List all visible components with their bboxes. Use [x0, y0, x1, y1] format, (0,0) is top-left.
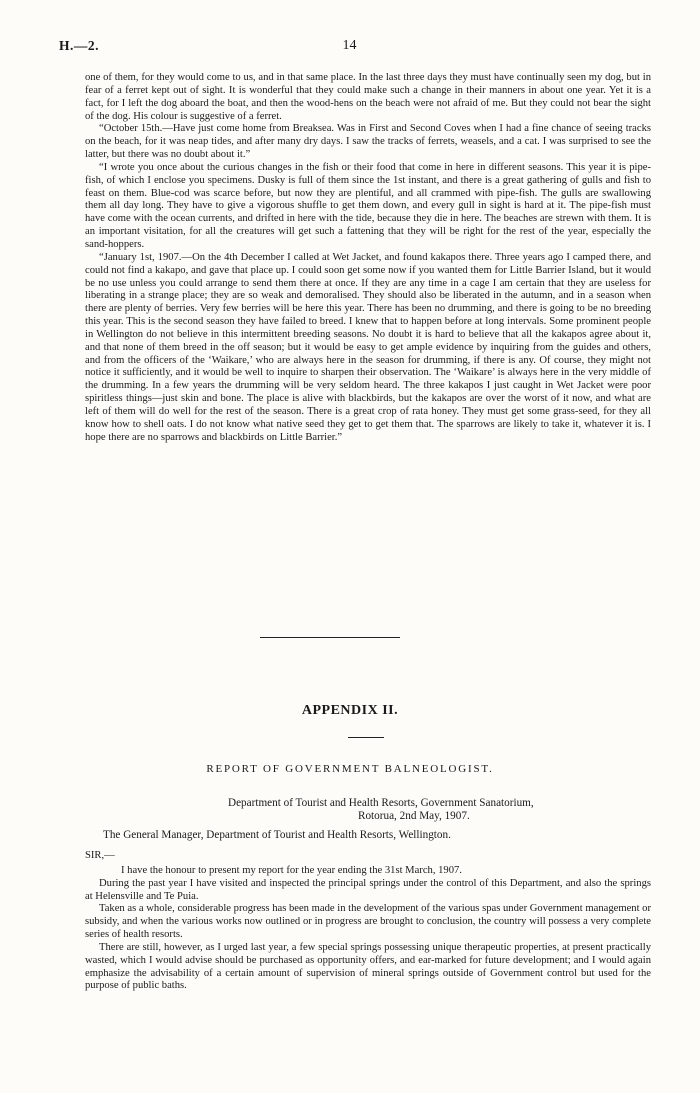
letter-continuation	[85, 72, 651, 444]
appendix-title: APPENDIX II.	[301, 703, 399, 718]
letter-paragraph: “October 15th.—Have just come home from Breaksea. Was in First and Second Coves when I had a fine chance of seeing tracks on the beach, for it was neap tides, and after many dry days. I saw the tracks of ferrets, weasels, and a cat. I was surprised to see the latter, but there was no doubt about it.”	[85, 123, 651, 161]
document-reference: H.—2.	[59, 38, 100, 53]
department-address	[0, 797, 700, 823]
date-line: Rotorua, 2nd May, 1907.	[358, 810, 470, 822]
department-line: Department of Tourist and Health Resorts, Government Sanatorium,	[228, 797, 534, 809]
salutation: SIR,—	[85, 850, 115, 861]
report-paragraph: During the past year I have visited and inspected the principal springs under the control of this Department, and also the springs at Helensville and Te Puia.	[85, 877, 651, 902]
report-body	[85, 850, 651, 993]
page-header	[59, 38, 640, 58]
report-title: REPORT OF GOVERNMENT BALNEOLOGIST.	[206, 763, 494, 775]
title-rule	[348, 737, 384, 738]
page-number: 14	[342, 38, 357, 53]
report-paragraph: I have the honour to present my report for the year ending the 31st March, 1907.	[121, 864, 462, 876]
report-paragraph: Taken as a whole, considerable progress has been made in the development of the various spas under Government management or subsidy, and when the various works now outlined or in progress are brought to conclusion, the country will possess a very complete series of health resorts.	[85, 903, 651, 941]
letter-paragraph: “January 1st, 1907.—On the 4th December I called at Wet Jacket, and found kakapos there. Three years ago I camped there, and could not find a kakapo, and gave that place up. I could soon get some now if you wanted them for Little Barrier Island, but it would be no use unless you could arrange to send them there at once. If they are any time in a cage I am certain that they are useless for liberating in a strange place; they are so weak and demoralised. They should also be liberated in the autumn, and in a season when there are plenty of berries. Very few berries will be here this year. There has been no drumming, and there is going to be no breeding this year. This is the second season they have failed to breed. I knew that to happen before at long intervals. Some prominent people in Wellington do not believe in this intermittent breeding seasons. No doubt it is hard to believe that all the kakapos agree about it, and that none of them breed in the off season; but it would be easy to get ample evidence by inquiring from the guides and others, and from the officers of the ‘Waikare,’ who are always here in the season for drumming, if there is any. Of course, they might not notice it sufficiently, and it would be well to inquire to sharpen their observation. The ‘Waikare’ is always here in the very middle of the drumming. In a few years the drumming will be very seldom heard. The three kakapos I just caught in Wet Jacket were poor spiritless things—just skin and bone. The place is alive with blackbirds, but the kakapos are over the worst of it now, and what are left of them will do well for the rest of the season. There is a great crop of rata honey. They must get some grass-seed, for they all know how to shell oats. I do not know what native seed they get to get them that. The sparrows are likely to take it, whatever it is. I hope there are no sparrows and blackbirds on Little Barrier.”	[85, 251, 651, 443]
addressee: The General Manager, Department of Tourist and Health Resorts, Wellington.	[103, 829, 451, 841]
letter-paragraph: “I wrote you once about the curious changes in the fish or their food that come in here in different seasons. This year it is pipe-fish, of which I enclose you specimens. Dusky is full of them since the 1st instant, and there is a great gathering of gulls and fish to feast on them. Blue-cod was scarce before, but now they are plentiful, and all crammed with pipe-fish. The gulls are swallowing them all day long. They have to give a vigorous shuffle to get them down, and every gull in sight is hard at it. The pipe-fish must have come with the ocean currents, and drifted in here with the tide, because they die in here. The beaches are strewn with them. It is an important visitation, for all the creatures will get such a fattening that they will be right for the rest of the year, especially the sand-hoppers.	[85, 161, 651, 250]
report-paragraph: There are still, however, as I urged last year, a few special springs possessing unique therapeutic properties, at present practically wasted, which I would advise should be purchased as opportunity offers, and ear-marked for future development; and I would again emphasize the advisability of a certain amount of supervision of mineral springs outside of Government control but used for the purpose of public baths.	[85, 941, 651, 992]
section-divider	[260, 637, 400, 638]
letter-paragraph: one of them, for they would come to us, and in that same place. In the last three days they must have continually seen my dog, but in fear of a ferret kept out of sight. It is wonderful that they could make such a change in their manners in about one year. Yet it is a fact, for I left the dog aboard the boat, and then the wood-hens on the beach were not afraid of me. But they could not bear the sight of the dog. His colour is suggestive of a ferret.	[85, 72, 651, 122]
